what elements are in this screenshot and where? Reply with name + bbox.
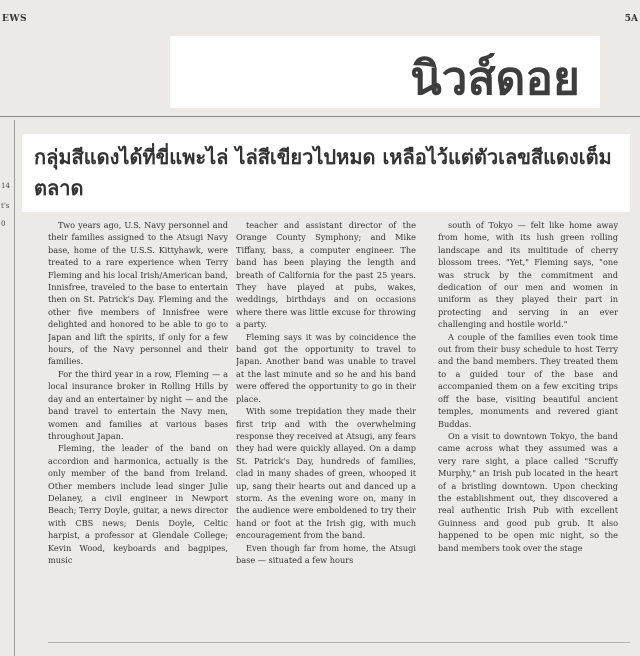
paragraph: With some trepidation they made their first trip and with the overwhelming response they received at Atsugi, any fears they had were quickly allayed. On a damp St. Patrick's Day, hundreds of families, clad in many shades of green, whooped it up, sang their hearts out and danced up a storm. As the evening wore on, many in the audience were emboldened to try their hand or foot at the Irish gig, with much encouragement from the band. (236, 406, 416, 541)
bottom-rule (48, 642, 630, 643)
page-number-header: 5A (624, 14, 638, 24)
paragraph: south of Tokyo — felt like home away from home, with its lush green rolling landscape and its multitude of cherry blossom trees. "Yet," Fleming says, "one was struck by the commitment and dedication of our men and women in uniform as they played their part in protecting and serving in an ever challenging and hostile world." (438, 220, 618, 330)
paragraph: Fleming, the leader of the band on accordion and harmonica, actually is the only member of the band from Ireland. Other members include lead singer Julie Delaney, a civil engineer in Newport Beach; Terry Doyle, guitar, a news director with CBS news; Denis Doyle, Celtic harpist, a professor at Glendale College; Kevin Wood, keyboards and bagpipes, music (48, 443, 228, 565)
section-header-left: EWS (2, 14, 27, 24)
masthead-title: นิวส์ดอย (410, 51, 580, 105)
paragraph: teacher and assistant director of the Orange County Symphony; and Mike Tiffany, bass, a computer engineer. The band has been playing the length and breath of California for the past 25 years. They have played at pubs, wakes, weddings, birthdays and on occasions where there was little excuse for throwing a party. (236, 220, 416, 330)
paragraph: A couple of the families even took time out from their busy schedule to host Terry and the band members. They treated them to a guided tour of the base and accompanied them on a few exciting trips off the base, visiting beautiful ancient temples, monuments and revered giant Buddas. (438, 331, 618, 429)
article-body (48, 219, 630, 639)
article-column-2 (236, 219, 416, 639)
paragraph: Even though far from home, the Atsugi base — situated a few hours (236, 542, 416, 565)
article-column-1 (48, 219, 228, 639)
left-strip-text-3: 0 (1, 220, 6, 228)
article-headline: กลุ่มสีแดงได้ที่ขี่แพะไล่ ไล่สีเขียวไปหมด เหลือไว้แต่ตัวเลขสีแดงเต็มตลาด (34, 145, 612, 200)
masthead-box (170, 36, 600, 108)
paragraph: Two years ago, U.S. Navy personnel and their families assigned to the Atsugi Navy base, home of the U.S.S. Kittyhawk, were treated to a rare experience when Terry Fleming and his local Irish/American band, Innisfree, traveled to the base to entertain then on St. Patrick's Day. Fleming and the other five members of Innisfree were delighted and honored to be able to go to Japan and lift the spirits, if only for a few hours, of the Navy personnel and their families. (48, 220, 228, 367)
left-strip-text-2: t's (1, 202, 10, 210)
left-strip-text-1: 14 (1, 182, 10, 190)
paragraph: For the third year in a row, Fleming — a local insurance broker in Rolling Hills by day and an entertainer by night — and the band travel to entertain the Navy men, women and families at various bases throughout Japan. (48, 368, 228, 441)
paragraph: On a visit to downtown Tokyo, the band came across what they assumed was a very rare sight, a place called "Scruffy Murphy," an Irish pub located in the heart of a bristling downtown. Upon checking the establishment out, they discovered a real authentic Irish Pub with excellent Guinness and good pub grub. It also happened to be open mic night, so the band members took over the stage (438, 430, 618, 553)
left-column-edge (0, 120, 15, 656)
header-rule (0, 116, 640, 117)
article-column-3 (438, 219, 618, 639)
paragraph: Fleming says it was by coincidence the band got the opportunity to travel to Japan. Another band was unable to travel at the last minute and so he and his band were offered the opportunity to go in their place. (236, 331, 416, 404)
headline-box (22, 134, 630, 212)
